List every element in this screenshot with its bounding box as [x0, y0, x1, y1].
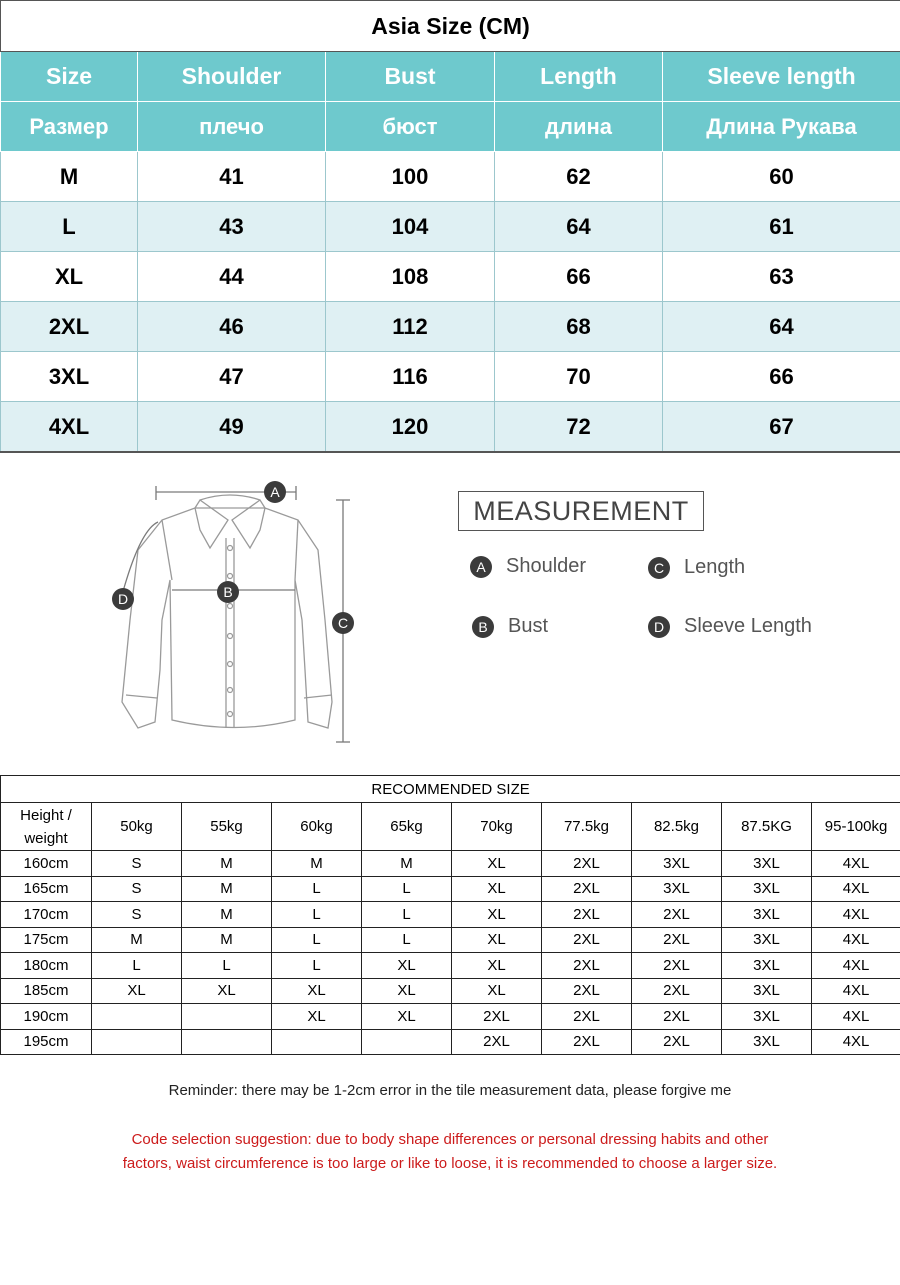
size-suggestion [100, 1128, 800, 1176]
length-cell: 64 [495, 202, 663, 252]
header-size: Size [1, 52, 138, 102]
legend-label: Shoulder [506, 555, 587, 577]
diagram-badge-d [112, 588, 134, 610]
legend-label: Length [684, 556, 746, 578]
shirt-diagram [100, 470, 370, 755]
header-length: Length [495, 52, 663, 102]
recommended-row [1, 1004, 900, 1030]
weight-header: 70kg [452, 803, 542, 851]
recommended-size-cell: M [362, 851, 452, 877]
recommended-size-cell: L [182, 953, 272, 979]
recommended-size-cell: 3XL [632, 851, 722, 877]
header-sleeve-length: Sleeve length [663, 52, 900, 102]
recommended-size-cell: XL [362, 978, 452, 1004]
recommended-size-cell: 2XL [452, 1029, 542, 1055]
recommended-size-cell: 2XL [452, 1004, 542, 1030]
recommended-size-cell: 3XL [632, 876, 722, 902]
header-sleeve-length-ru: Длина Рукава [663, 102, 900, 152]
recommended-size-cell: M [182, 851, 272, 877]
weight-header: 82.5kg [632, 803, 722, 851]
length-cell: 68 [495, 302, 663, 352]
size-cell: 4XL [1, 402, 138, 453]
badge-b-icon: B [472, 616, 494, 638]
diagram-badge-c [332, 612, 354, 634]
recommended-size-cell: 2XL [542, 1004, 632, 1030]
badge-c-icon: C [648, 557, 670, 579]
height-cell: 180cm [1, 953, 92, 979]
header-shoulder-ru: плечо [138, 102, 326, 152]
recommended-size-cell: L [362, 876, 452, 902]
header-shoulder: Shoulder [138, 52, 326, 102]
recommended-size-cell: M [272, 851, 362, 877]
recommended-size-cell: 2XL [632, 1004, 722, 1030]
recommended-size-cell: 2XL [542, 851, 632, 877]
svg-text:B: B [223, 584, 233, 600]
buttons [228, 546, 233, 717]
length-cell: 70 [495, 352, 663, 402]
sleeve-cell: 60 [663, 152, 900, 202]
size-cell: 2XL [1, 302, 138, 352]
shoulder-cell: 49 [138, 402, 326, 453]
height-cell: 195cm [1, 1029, 92, 1055]
recommended-size-cell: 4XL [812, 1004, 900, 1030]
recommended-size-cell: XL [452, 927, 542, 953]
recommended-size-cell [182, 1004, 272, 1030]
measurement-title: MEASUREMENT [458, 491, 704, 531]
recommended-size-cell: 2XL [542, 927, 632, 953]
recommended-row [1, 1029, 900, 1055]
weight-header: 50kg [92, 803, 182, 851]
recommended-size-cell: XL [362, 953, 452, 979]
height-cell: 160cm [1, 851, 92, 877]
recommended-size-cell: L [272, 902, 362, 928]
recommended-row [1, 953, 900, 979]
reminder-note: Reminder: there may be 1-2cm error in the tile measurement data, please forgive me [168, 1082, 732, 1099]
recommended-size-cell: 2XL [632, 902, 722, 928]
recommended-size-cell: 4XL [812, 902, 900, 928]
recommended-size-cell: XL [452, 978, 542, 1004]
recommended-size-cell: XL [452, 851, 542, 877]
recommended-size-table [0, 775, 900, 1055]
weight-header: 87.5KG [722, 803, 812, 851]
recommended-size-cell: 2XL [632, 953, 722, 979]
recommended-row [1, 927, 900, 953]
size-cell: 3XL [1, 352, 138, 402]
recommended-size-cell: 3XL [722, 851, 812, 877]
header-bust-ru: бюст [326, 102, 495, 152]
legend-sleeve-length [648, 615, 812, 638]
recommended-size-cell [92, 1029, 182, 1055]
recommended-size-cell: 4XL [812, 1029, 900, 1055]
shoulder-cell: 47 [138, 352, 326, 402]
recommended-size-cell: L [272, 876, 362, 902]
sleeve-cell: 67 [663, 402, 900, 453]
shoulder-cell: 44 [138, 252, 326, 302]
recommended-row [1, 902, 900, 928]
recommended-size-cell [272, 1029, 362, 1055]
recommended-size-cell: 4XL [812, 876, 900, 902]
height-cell: 165cm [1, 876, 92, 902]
recommended-row [1, 978, 900, 1004]
height-cell: 190cm [1, 1004, 92, 1030]
recommended-size-cell: L [92, 953, 182, 979]
recommended-size-cell: L [362, 902, 452, 928]
recommended-size-cell: XL [452, 876, 542, 902]
recommended-size-cell: XL [272, 1004, 362, 1030]
sleeve-cell: 64 [663, 302, 900, 352]
size-table-title: Asia Size (CM) [1, 1, 900, 52]
recommended-size-cell [182, 1029, 272, 1055]
badge-a-icon: A [470, 556, 492, 578]
svg-text:C: C [337, 615, 349, 631]
recommended-size-cell: M [182, 876, 272, 902]
legend-shoulder [470, 555, 586, 578]
recommended-size-cell: 3XL [722, 927, 812, 953]
legend-length [648, 556, 745, 579]
diagram-badge-a [264, 481, 286, 503]
legend-label: Bust [508, 615, 549, 637]
bust-cell: 116 [326, 352, 495, 402]
bust-cell: 120 [326, 402, 495, 453]
shoulder-cell: 43 [138, 202, 326, 252]
suggestion-line-1: Code selection suggestion: due to body shape differences or personal dressing habits and other [131, 1131, 769, 1148]
legend-bust [472, 615, 548, 638]
bust-cell: 104 [326, 202, 495, 252]
recommended-size-cell: S [92, 851, 182, 877]
recommended-row [1, 876, 900, 902]
recommended-size-cell [362, 1029, 452, 1055]
recommended-title: RECOMMENDED SIZE [1, 776, 900, 803]
recommended-size-cell: XL [452, 953, 542, 979]
size-table [0, 0, 900, 453]
weight-header: 77.5kg [542, 803, 632, 851]
recommended-size-cell: M [182, 902, 272, 928]
recommended-size-cell: 2XL [542, 978, 632, 1004]
weight-header: 60kg [272, 803, 362, 851]
shirt-outline [122, 495, 332, 728]
size-cell: L [1, 202, 138, 252]
legend-label: Sleeve Length [684, 615, 812, 637]
shoulder-cell: 46 [138, 302, 326, 352]
recommended-size-cell: S [92, 876, 182, 902]
recommended-size-cell: 3XL [722, 902, 812, 928]
size-cell: M [1, 152, 138, 202]
bust-cell: 108 [326, 252, 495, 302]
size-row [1, 402, 900, 453]
bust-cell: 112 [326, 302, 495, 352]
recommended-size-cell: XL [452, 902, 542, 928]
weight-header-row [1, 803, 900, 851]
recommended-size-cell [92, 1004, 182, 1030]
corner-line-2: weight [24, 829, 68, 847]
recommended-size-cell: 3XL [722, 1004, 812, 1030]
sleeve-cell: 63 [663, 252, 900, 302]
size-cell: XL [1, 252, 138, 302]
bust-cell: 100 [326, 152, 495, 202]
sleeve-cell: 61 [663, 202, 900, 252]
recommended-size-cell: 3XL [722, 978, 812, 1004]
recommended-size-cell: L [362, 927, 452, 953]
recommended-size-cell: 2XL [632, 927, 722, 953]
recommended-size-cell: M [92, 927, 182, 953]
recommended-row [1, 851, 900, 877]
recommended-size-cell: 4XL [812, 927, 900, 953]
svg-text:A: A [270, 484, 280, 500]
recommended-size-cell: 3XL [722, 1029, 812, 1055]
weight-header: 65kg [362, 803, 452, 851]
diagram-badge-b [217, 581, 239, 603]
height-cell: 175cm [1, 927, 92, 953]
length-cell: 72 [495, 402, 663, 453]
recommended-size-cell: 2XL [542, 953, 632, 979]
sleeve-cell: 66 [663, 352, 900, 402]
recommended-size-cell: 2XL [542, 1029, 632, 1055]
weight-header: 55kg [182, 803, 272, 851]
recommended-size-cell: 2XL [632, 978, 722, 1004]
height-cell: 185cm [1, 978, 92, 1004]
recommended-size-cell: XL [362, 1004, 452, 1030]
recommended-size-cell: 4XL [812, 851, 900, 877]
length-cell: 66 [495, 252, 663, 302]
height-cell: 170cm [1, 902, 92, 928]
recommended-size-cell: 2XL [632, 1029, 722, 1055]
height-weight-corner [1, 803, 92, 851]
length-cell: 62 [495, 152, 663, 202]
shoulder-cell: 41 [138, 152, 326, 202]
recommended-size-cell: XL [182, 978, 272, 1004]
recommended-size-cell: XL [272, 978, 362, 1004]
recommended-size-cell: 4XL [812, 953, 900, 979]
header-bust: Bust [326, 52, 495, 102]
size-row [1, 152, 900, 202]
header-size-ru: Размер [1, 102, 138, 152]
size-row [1, 252, 900, 302]
recommended-size-cell: L [272, 927, 362, 953]
weight-header: 95-100kg [812, 803, 900, 851]
recommended-size-cell: 2XL [542, 876, 632, 902]
svg-text:D: D [117, 591, 129, 607]
recommended-size-cell: 2XL [542, 902, 632, 928]
recommended-size-cell: 3XL [722, 953, 812, 979]
recommended-size-cell: 4XL [812, 978, 900, 1004]
badge-d-icon: D [648, 616, 670, 638]
header-length-ru: длина [495, 102, 663, 152]
corner-line-1: Height / [20, 806, 72, 824]
recommended-size-cell: M [182, 927, 272, 953]
suggestion-line-2: factors, waist circumference is too large or like to loose, it is recommended to choose a larger size. [122, 1155, 778, 1172]
size-row [1, 302, 900, 352]
recommended-size-cell: S [92, 902, 182, 928]
size-row [1, 202, 900, 252]
recommended-size-cell: XL [92, 978, 182, 1004]
recommended-size-cell: L [272, 953, 362, 979]
size-row [1, 352, 900, 402]
recommended-size-cell: 3XL [722, 876, 812, 902]
